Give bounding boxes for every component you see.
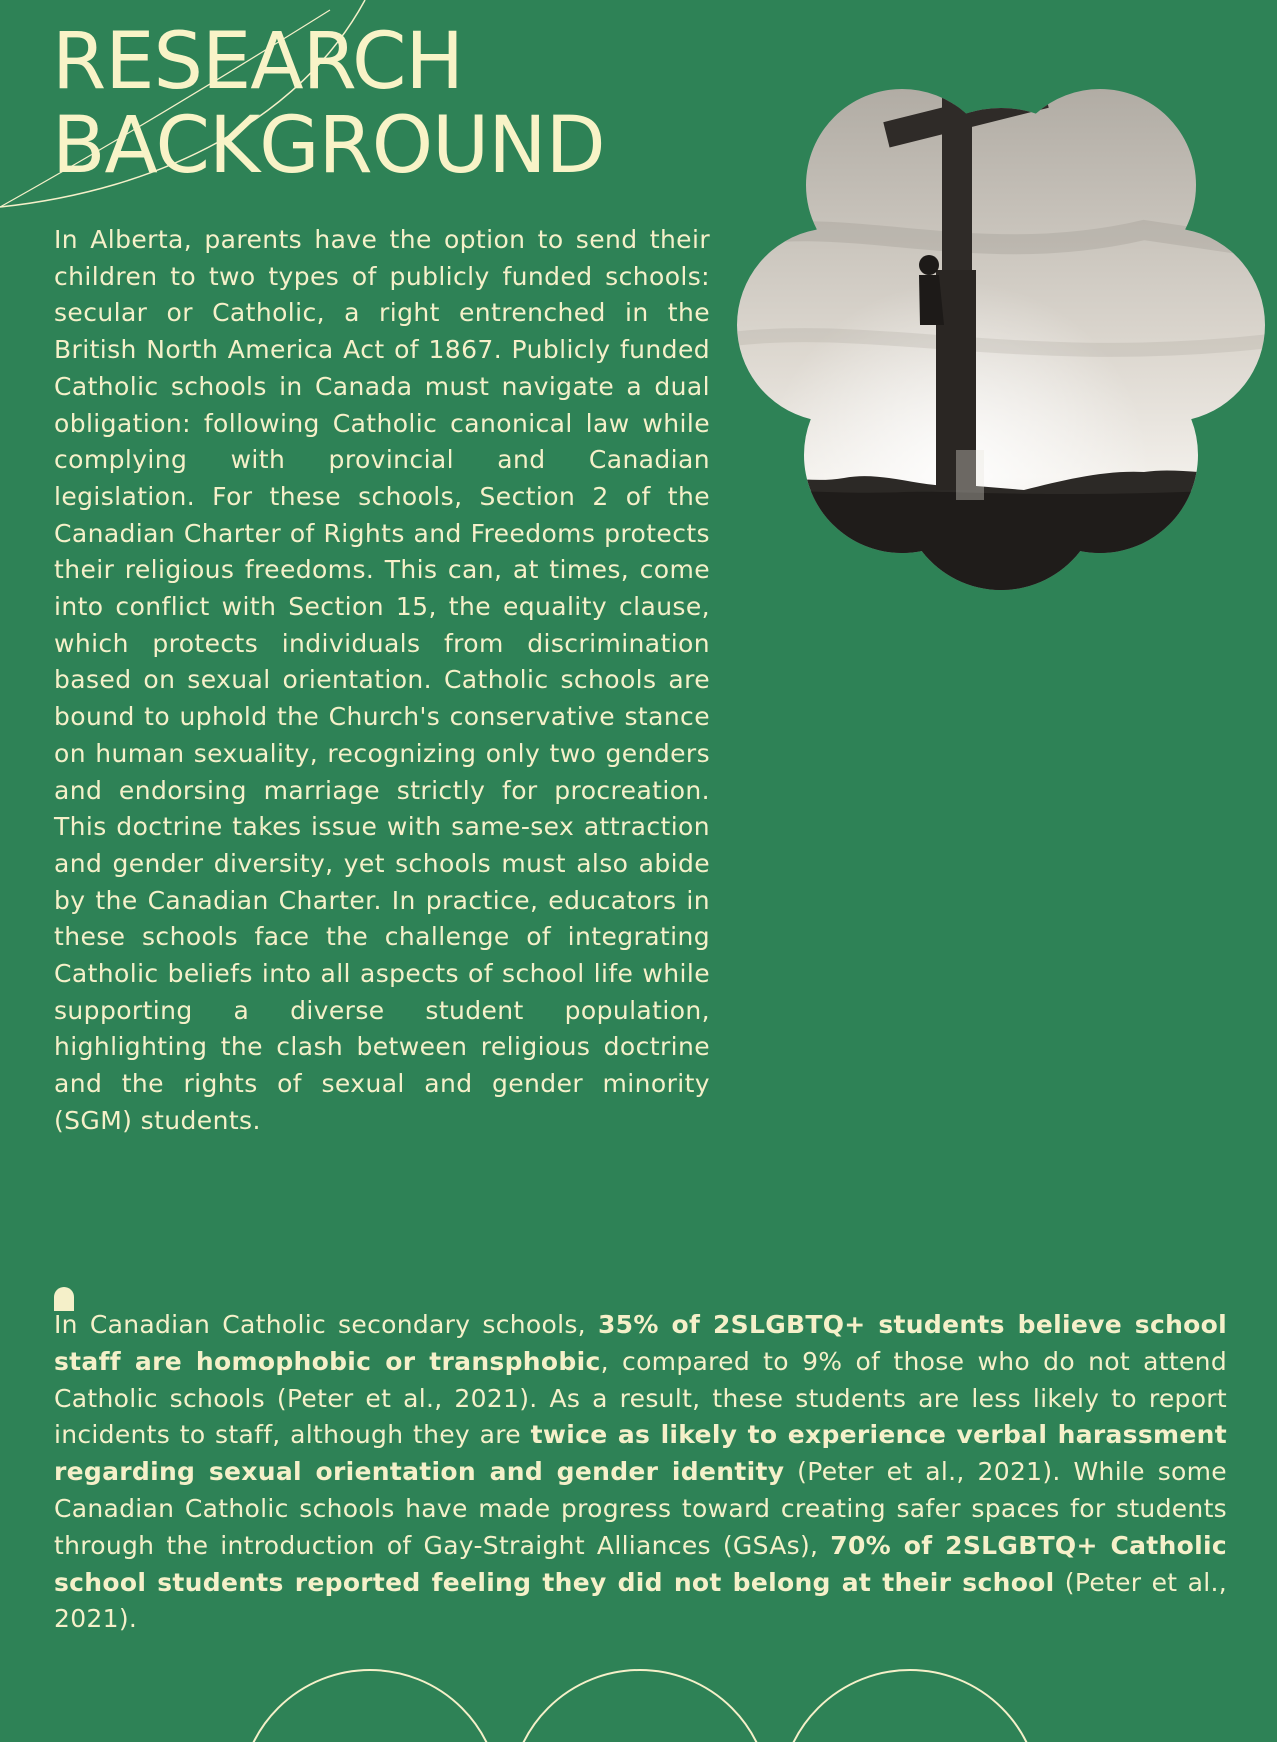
title-line-1: RESEARCH — [52, 17, 464, 107]
findings-text-4: (Peter et al., 2021). — [54, 1567, 1228, 1634]
findings-paragraph — [54, 1307, 1227, 1638]
findings-highlight-3: 70% of 2SLGBTQ+ Catholic school students reported feeling they did not belong at their school — [54, 1530, 1227, 1597]
bottom-arc-2 — [510, 1670, 770, 1742]
findings-text-2: , compared to 9% of those who do not attend Catholic schools (Peter et al., 2021). As a result, these students are less likely to report incidents to staff, although they are — [54, 1346, 1227, 1450]
bottom-arc-1 — [240, 1670, 500, 1742]
page-title — [52, 17, 605, 191]
findings-text-3: (Peter et al., 2021). While some Canadian Catholic schools have made progress toward creating safer spaces for students through the introduction of Gay-Straight Alliances (GSAs), — [54, 1457, 1227, 1560]
cross-photo — [724, 40, 1279, 600]
background-paragraph: In Alberta, parents have the option to send their children to two types of publicly funded schools: secular or Catholic, a right entrenched in the British North America Act of 1867. Publicly funded Catholic schools in Canada must navigate a dual obligation: following Catholic canonical law while complying with provincial and Canadian legislation. For these schools, Section 2 of the Canadian Charter of Rights and Freedoms protects their religious freedoms. This can, at times, come into conflict with Section 15, the equality clause, which protects individuals from discrimination based on sexual orientation. Catholic schools are bound to uphold the Church's conservative stance on human sexuality, recognizing only two genders and endorsing marriage strictly for procreation. This doctrine takes issue with same-sex attraction and gender diversity, yet schools must also abide by the Canadian Charter. In practice, educators in these schools face the challenge of integrating Catholic beliefs into all aspects of school life while supporting a diverse student population, highlighting the clash between religious doctrine and the rights of sexual and gender minority (SGM) students. — [54, 225, 710, 1135]
title-line-2: BACKGROUND — [52, 101, 605, 191]
bottom-arc-3 — [780, 1670, 1040, 1742]
findings-text-1: In Canadian Catholic secondary schools, — [54, 1310, 598, 1339]
findings-highlight-1: 35% of 2SLGBTQ+ students believe school staff are homophobic or transphobic — [54, 1310, 1227, 1376]
findings-highlight-2: twice as likely to experience verbal harassment regarding sexual orientation and gender identity — [54, 1420, 1227, 1487]
